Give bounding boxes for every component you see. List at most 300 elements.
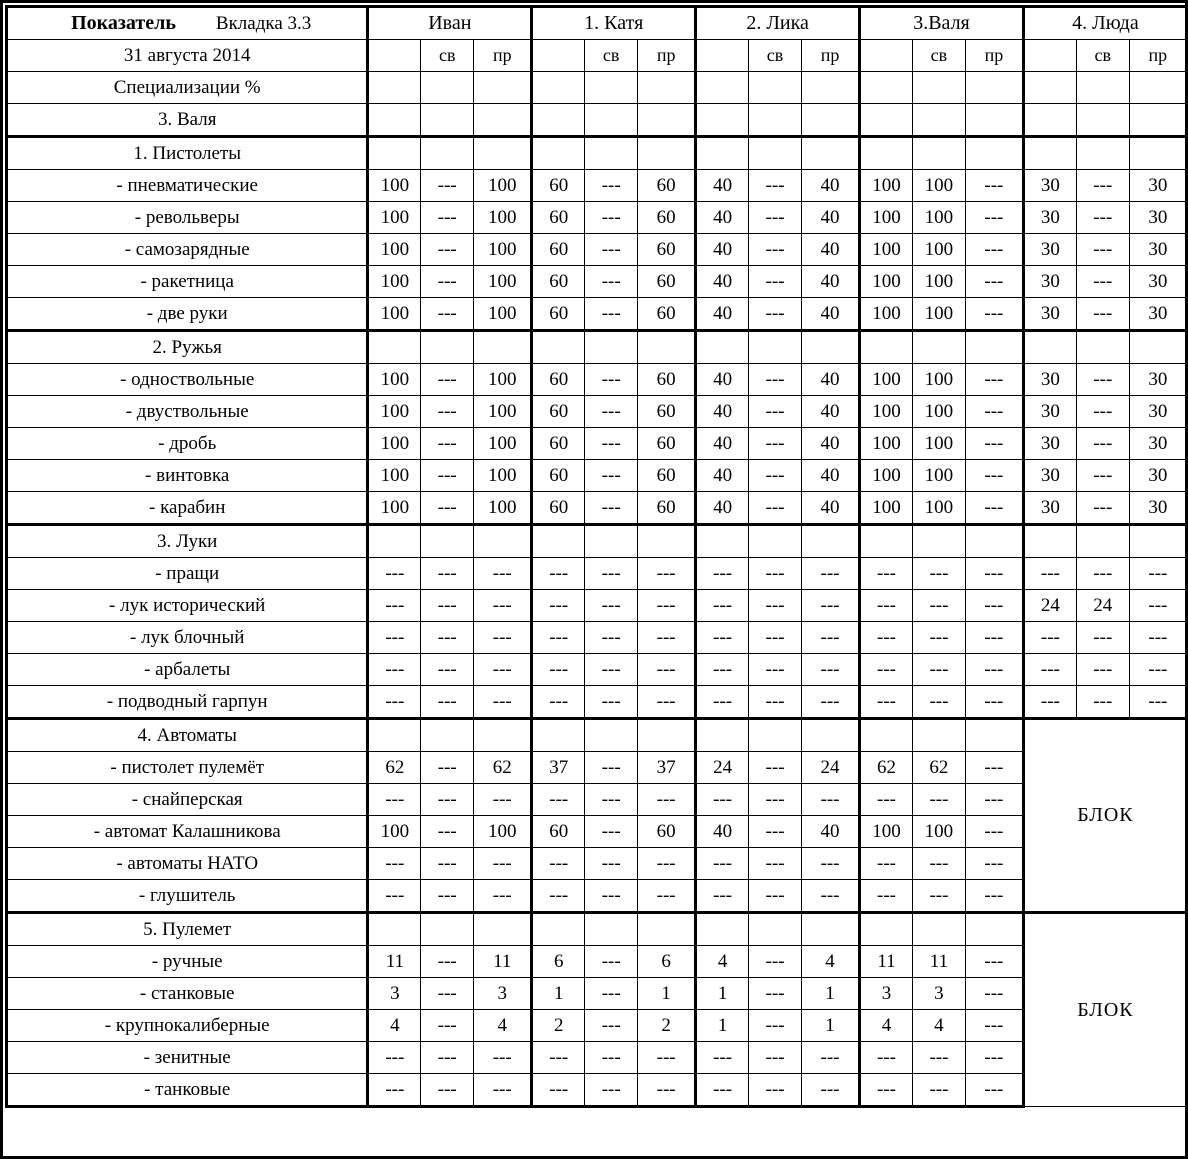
- data-cell[interactable]: ---: [912, 686, 965, 719]
- data-cell[interactable]: ---: [912, 784, 965, 816]
- group-empty-4-2[interactable]: [912, 331, 965, 364]
- group-empty-2-2[interactable]: [585, 719, 638, 752]
- group-empty-3-2[interactable]: [749, 137, 802, 170]
- data-cell[interactable]: 40: [802, 266, 860, 298]
- data-cell[interactable]: 100: [912, 816, 965, 848]
- data-cell[interactable]: 40: [802, 816, 860, 848]
- data-cell[interactable]: 100: [474, 364, 532, 396]
- data-cell[interactable]: ---: [749, 816, 802, 848]
- data-cell[interactable]: ---: [696, 784, 749, 816]
- group-empty-1-2[interactable]: [421, 913, 474, 946]
- group-empty-2-1[interactable]: [532, 913, 585, 946]
- data-cell[interactable]: 2: [638, 1010, 696, 1042]
- data-cell[interactable]: 100: [368, 492, 421, 525]
- data-cell[interactable]: 24: [696, 752, 749, 784]
- spec-empty-3-3[interactable]: [802, 72, 860, 104]
- group-empty-5-3[interactable]: [1129, 331, 1187, 364]
- data-cell[interactable]: ---: [965, 460, 1023, 492]
- data-cell[interactable]: 40: [802, 428, 860, 460]
- data-cell[interactable]: 100: [474, 460, 532, 492]
- data-cell[interactable]: 30: [1129, 396, 1187, 428]
- data-cell[interactable]: 100: [860, 816, 913, 848]
- spec-empty-1-1[interactable]: [368, 72, 421, 104]
- data-cell[interactable]: ---: [912, 848, 965, 880]
- spec-empty-1-2[interactable]: [421, 72, 474, 104]
- data-cell[interactable]: ---: [532, 880, 585, 913]
- data-cell[interactable]: 40: [802, 170, 860, 202]
- data-cell[interactable]: ---: [585, 170, 638, 202]
- active-empty-5-1[interactable]: [1023, 104, 1076, 137]
- data-cell[interactable]: 3: [860, 978, 913, 1010]
- data-cell[interactable]: ---: [749, 396, 802, 428]
- data-cell[interactable]: ---: [421, 202, 474, 234]
- data-cell[interactable]: ---: [860, 558, 913, 590]
- data-cell[interactable]: 60: [638, 396, 696, 428]
- group-empty-1-3[interactable]: [474, 137, 532, 170]
- data-cell[interactable]: ---: [965, 978, 1023, 1010]
- data-cell[interactable]: ---: [585, 492, 638, 525]
- data-cell[interactable]: ---: [585, 266, 638, 298]
- group-empty-4-3[interactable]: [965, 913, 1023, 946]
- group-empty-3-1[interactable]: [696, 719, 749, 752]
- data-cell[interactable]: 100: [474, 202, 532, 234]
- data-cell[interactable]: 24: [802, 752, 860, 784]
- data-cell[interactable]: 1: [696, 1010, 749, 1042]
- data-cell[interactable]: ---: [749, 170, 802, 202]
- data-cell[interactable]: ---: [585, 460, 638, 492]
- data-cell[interactable]: 30: [1023, 428, 1076, 460]
- data-cell[interactable]: 100: [368, 234, 421, 266]
- header-sub-3-3[interactable]: пр: [802, 40, 860, 72]
- data-cell[interactable]: 11: [860, 946, 913, 978]
- group-empty-4-1[interactable]: [860, 913, 913, 946]
- group-empty-5-2[interactable]: [1076, 525, 1129, 558]
- data-cell[interactable]: ---: [749, 880, 802, 913]
- data-cell[interactable]: 30: [1023, 298, 1076, 331]
- group-empty-4-3[interactable]: [965, 137, 1023, 170]
- group-empty-3-3[interactable]: [802, 719, 860, 752]
- data-cell[interactable]: 100: [474, 816, 532, 848]
- data-cell[interactable]: 3: [474, 978, 532, 1010]
- data-cell[interactable]: ---: [474, 622, 532, 654]
- data-cell[interactable]: 100: [860, 266, 913, 298]
- data-cell[interactable]: ---: [749, 848, 802, 880]
- spec-empty-2-2[interactable]: [585, 72, 638, 104]
- data-cell[interactable]: ---: [749, 1010, 802, 1042]
- data-cell[interactable]: 40: [696, 234, 749, 266]
- data-cell[interactable]: ---: [749, 266, 802, 298]
- data-cell[interactable]: ---: [1076, 298, 1129, 331]
- data-cell[interactable]: 100: [912, 170, 965, 202]
- group-empty-2-3[interactable]: [638, 719, 696, 752]
- group-empty-3-3[interactable]: [802, 525, 860, 558]
- data-cell[interactable]: 30: [1129, 170, 1187, 202]
- data-cell[interactable]: ---: [474, 784, 532, 816]
- data-cell[interactable]: ---: [421, 654, 474, 686]
- group-empty-5-2[interactable]: [1076, 137, 1129, 170]
- data-cell[interactable]: ---: [1076, 266, 1129, 298]
- group-empty-5-1[interactable]: [1023, 331, 1076, 364]
- data-cell[interactable]: 60: [638, 492, 696, 525]
- group-empty-1-1[interactable]: [368, 913, 421, 946]
- data-cell[interactable]: ---: [965, 752, 1023, 784]
- active-empty-4-1[interactable]: [860, 104, 913, 137]
- header-sub-4-1[interactable]: [860, 40, 913, 72]
- data-cell[interactable]: 100: [474, 234, 532, 266]
- data-cell[interactable]: ---: [965, 266, 1023, 298]
- data-cell[interactable]: ---: [802, 1042, 860, 1074]
- data-cell[interactable]: ---: [860, 590, 913, 622]
- group-empty-1-3[interactable]: [474, 525, 532, 558]
- data-cell[interactable]: ---: [860, 622, 913, 654]
- data-cell[interactable]: ---: [421, 428, 474, 460]
- data-cell[interactable]: ---: [860, 880, 913, 913]
- data-cell[interactable]: ---: [749, 1074, 802, 1107]
- data-cell[interactable]: ---: [585, 1074, 638, 1107]
- data-cell[interactable]: 100: [368, 364, 421, 396]
- data-cell[interactable]: ---: [638, 558, 696, 590]
- header-sub-4-3[interactable]: пр: [965, 40, 1023, 72]
- data-cell[interactable]: 60: [638, 364, 696, 396]
- data-cell[interactable]: ---: [860, 784, 913, 816]
- data-cell[interactable]: ---: [860, 1042, 913, 1074]
- data-cell[interactable]: 60: [638, 170, 696, 202]
- data-cell[interactable]: 100: [368, 298, 421, 331]
- block-cell[interactable]: БЛОК: [1023, 719, 1187, 913]
- data-cell[interactable]: ---: [1023, 654, 1076, 686]
- data-cell[interactable]: 30: [1023, 170, 1076, 202]
- data-cell[interactable]: ---: [965, 234, 1023, 266]
- data-cell[interactable]: 37: [532, 752, 585, 784]
- data-cell[interactable]: 60: [532, 298, 585, 331]
- header-sub-2-1[interactable]: [532, 40, 585, 72]
- spec-empty-4-2[interactable]: [912, 72, 965, 104]
- data-cell[interactable]: ---: [585, 622, 638, 654]
- active-empty-1-1[interactable]: [368, 104, 421, 137]
- data-cell[interactable]: 100: [912, 428, 965, 460]
- data-cell[interactable]: ---: [532, 848, 585, 880]
- data-cell[interactable]: ---: [749, 784, 802, 816]
- data-cell[interactable]: 100: [368, 202, 421, 234]
- data-cell[interactable]: 11: [912, 946, 965, 978]
- data-cell[interactable]: 60: [638, 428, 696, 460]
- header-person-5[interactable]: 4. Люда: [1023, 7, 1187, 40]
- data-cell[interactable]: 62: [474, 752, 532, 784]
- data-cell[interactable]: ---: [585, 234, 638, 266]
- data-cell[interactable]: 60: [638, 266, 696, 298]
- group-empty-3-1[interactable]: [696, 331, 749, 364]
- group-empty-4-1[interactable]: [860, 331, 913, 364]
- group-empty-3-1[interactable]: [696, 525, 749, 558]
- header-sub-3-1[interactable]: [696, 40, 749, 72]
- data-cell[interactable]: ---: [696, 1074, 749, 1107]
- data-cell[interactable]: ---: [749, 234, 802, 266]
- group-empty-1-2[interactable]: [421, 331, 474, 364]
- data-cell[interactable]: ---: [638, 784, 696, 816]
- header-person-1[interactable]: Иван: [368, 7, 532, 40]
- data-cell[interactable]: ---: [965, 1042, 1023, 1074]
- data-cell[interactable]: 100: [474, 298, 532, 331]
- data-cell[interactable]: ---: [532, 590, 585, 622]
- data-cell[interactable]: 62: [368, 752, 421, 784]
- active-empty-3-1[interactable]: [696, 104, 749, 137]
- data-cell[interactable]: ---: [1076, 364, 1129, 396]
- group-empty-2-3[interactable]: [638, 137, 696, 170]
- data-cell[interactable]: ---: [912, 1074, 965, 1107]
- data-cell[interactable]: ---: [421, 752, 474, 784]
- group-empty-1-2[interactable]: [421, 525, 474, 558]
- data-cell[interactable]: ---: [965, 1074, 1023, 1107]
- data-cell[interactable]: ---: [749, 298, 802, 331]
- data-cell[interactable]: ---: [749, 686, 802, 719]
- data-cell[interactable]: 3: [368, 978, 421, 1010]
- data-cell[interactable]: ---: [421, 622, 474, 654]
- data-cell[interactable]: 60: [532, 428, 585, 460]
- data-cell[interactable]: ---: [1076, 202, 1129, 234]
- data-cell[interactable]: ---: [696, 880, 749, 913]
- data-cell[interactable]: ---: [585, 978, 638, 1010]
- group-empty-5-3[interactable]: [1129, 525, 1187, 558]
- data-cell[interactable]: ---: [585, 590, 638, 622]
- data-cell[interactable]: ---: [474, 848, 532, 880]
- spec-empty-5-2[interactable]: [1076, 72, 1129, 104]
- data-cell[interactable]: 100: [912, 396, 965, 428]
- data-cell[interactable]: ---: [421, 978, 474, 1010]
- data-cell[interactable]: ---: [802, 686, 860, 719]
- data-cell[interactable]: ---: [749, 946, 802, 978]
- header-sub-5-2[interactable]: св: [1076, 40, 1129, 72]
- data-cell[interactable]: ---: [421, 266, 474, 298]
- active-empty-2-3[interactable]: [638, 104, 696, 137]
- data-cell[interactable]: ---: [368, 1042, 421, 1074]
- active-empty-5-2[interactable]: [1076, 104, 1129, 137]
- header-sub-2-3[interactable]: пр: [638, 40, 696, 72]
- data-cell[interactable]: ---: [749, 622, 802, 654]
- data-cell[interactable]: 3: [912, 978, 965, 1010]
- group-empty-2-3[interactable]: [638, 525, 696, 558]
- group-empty-2-2[interactable]: [585, 331, 638, 364]
- header-person-3[interactable]: 2. Лика: [696, 7, 860, 40]
- data-cell[interactable]: ---: [474, 590, 532, 622]
- header-person-4[interactable]: 3.Валя: [860, 7, 1024, 40]
- group-empty-2-3[interactable]: [638, 913, 696, 946]
- data-cell[interactable]: 60: [532, 202, 585, 234]
- data-cell[interactable]: ---: [368, 880, 421, 913]
- spec-empty-1-3[interactable]: [474, 72, 532, 104]
- data-cell[interactable]: ---: [585, 298, 638, 331]
- data-cell[interactable]: ---: [368, 654, 421, 686]
- data-cell[interactable]: 100: [912, 234, 965, 266]
- data-cell[interactable]: 30: [1023, 396, 1076, 428]
- group-empty-4-1[interactable]: [860, 719, 913, 752]
- group-empty-2-3[interactable]: [638, 331, 696, 364]
- header-sub-1-1[interactable]: [368, 40, 421, 72]
- data-cell[interactable]: ---: [965, 686, 1023, 719]
- data-cell[interactable]: ---: [368, 848, 421, 880]
- data-cell[interactable]: ---: [585, 654, 638, 686]
- data-cell[interactable]: ---: [749, 364, 802, 396]
- data-cell[interactable]: 40: [696, 816, 749, 848]
- header-sub-1-2[interactable]: св: [421, 40, 474, 72]
- group-empty-3-1[interactable]: [696, 137, 749, 170]
- spec-empty-5-1[interactable]: [1023, 72, 1076, 104]
- data-cell[interactable]: ---: [965, 492, 1023, 525]
- data-cell[interactable]: ---: [532, 654, 585, 686]
- group-empty-1-2[interactable]: [421, 719, 474, 752]
- data-cell[interactable]: ---: [1076, 686, 1129, 719]
- group-empty-3-1[interactable]: [696, 913, 749, 946]
- data-cell[interactable]: ---: [860, 686, 913, 719]
- data-cell[interactable]: 100: [368, 266, 421, 298]
- data-cell[interactable]: ---: [1023, 686, 1076, 719]
- group-empty-4-2[interactable]: [912, 525, 965, 558]
- data-cell[interactable]: 62: [860, 752, 913, 784]
- data-cell[interactable]: 100: [368, 816, 421, 848]
- data-cell[interactable]: ---: [585, 686, 638, 719]
- header-person-2[interactable]: 1. Катя: [532, 7, 696, 40]
- data-cell[interactable]: 30: [1129, 202, 1187, 234]
- data-cell[interactable]: ---: [965, 816, 1023, 848]
- data-cell[interactable]: ---: [421, 460, 474, 492]
- data-cell[interactable]: ---: [802, 654, 860, 686]
- data-cell[interactable]: ---: [912, 880, 965, 913]
- data-cell[interactable]: 60: [638, 234, 696, 266]
- data-cell[interactable]: ---: [749, 428, 802, 460]
- data-cell[interactable]: ---: [1076, 492, 1129, 525]
- data-cell[interactable]: 40: [802, 298, 860, 331]
- spec-empty-3-1[interactable]: [696, 72, 749, 104]
- data-cell[interactable]: 40: [802, 492, 860, 525]
- data-cell[interactable]: ---: [585, 1010, 638, 1042]
- group-empty-3-2[interactable]: [749, 331, 802, 364]
- data-cell[interactable]: 100: [860, 202, 913, 234]
- spec-empty-2-3[interactable]: [638, 72, 696, 104]
- data-cell[interactable]: 40: [696, 492, 749, 525]
- data-cell[interactable]: ---: [368, 784, 421, 816]
- data-cell[interactable]: ---: [421, 492, 474, 525]
- data-cell[interactable]: ---: [965, 784, 1023, 816]
- data-cell[interactable]: ---: [1129, 590, 1187, 622]
- data-cell[interactable]: ---: [421, 1042, 474, 1074]
- data-cell[interactable]: 100: [912, 298, 965, 331]
- group-empty-3-3[interactable]: [802, 331, 860, 364]
- data-cell[interactable]: 4: [860, 1010, 913, 1042]
- data-cell[interactable]: ---: [585, 946, 638, 978]
- data-cell[interactable]: ---: [912, 622, 965, 654]
- data-cell[interactable]: ---: [421, 1074, 474, 1107]
- data-cell[interactable]: 100: [912, 364, 965, 396]
- data-cell[interactable]: 60: [532, 266, 585, 298]
- data-cell[interactable]: ---: [965, 1010, 1023, 1042]
- data-cell[interactable]: ---: [585, 1042, 638, 1074]
- data-cell[interactable]: ---: [638, 654, 696, 686]
- data-cell[interactable]: 62: [912, 752, 965, 784]
- data-cell[interactable]: ---: [1023, 558, 1076, 590]
- active-empty-4-2[interactable]: [912, 104, 965, 137]
- data-cell[interactable]: ---: [1076, 170, 1129, 202]
- group-empty-4-1[interactable]: [860, 137, 913, 170]
- data-cell[interactable]: ---: [474, 880, 532, 913]
- group-empty-1-1[interactable]: [368, 137, 421, 170]
- data-cell[interactable]: 40: [696, 298, 749, 331]
- data-cell[interactable]: 40: [696, 202, 749, 234]
- data-cell[interactable]: 40: [696, 364, 749, 396]
- group-empty-1-3[interactable]: [474, 331, 532, 364]
- data-cell[interactable]: ---: [965, 298, 1023, 331]
- data-cell[interactable]: ---: [965, 946, 1023, 978]
- data-cell[interactable]: 1: [532, 978, 585, 1010]
- data-cell[interactable]: 60: [532, 492, 585, 525]
- data-cell[interactable]: ---: [474, 558, 532, 590]
- data-cell[interactable]: ---: [749, 460, 802, 492]
- data-cell[interactable]: ---: [912, 1042, 965, 1074]
- group-empty-1-2[interactable]: [421, 137, 474, 170]
- group-empty-4-3[interactable]: [965, 331, 1023, 364]
- data-cell[interactable]: ---: [1076, 396, 1129, 428]
- data-cell[interactable]: 40: [802, 364, 860, 396]
- data-cell[interactable]: 4: [474, 1010, 532, 1042]
- data-cell[interactable]: 60: [532, 396, 585, 428]
- group-empty-2-2[interactable]: [585, 137, 638, 170]
- data-cell[interactable]: ---: [638, 848, 696, 880]
- data-cell[interactable]: ---: [421, 848, 474, 880]
- group-empty-4-3[interactable]: [965, 525, 1023, 558]
- data-cell[interactable]: ---: [965, 396, 1023, 428]
- data-cell[interactable]: ---: [474, 654, 532, 686]
- active-empty-3-2[interactable]: [749, 104, 802, 137]
- data-cell[interactable]: ---: [421, 234, 474, 266]
- data-cell[interactable]: ---: [912, 590, 965, 622]
- data-cell[interactable]: 4: [696, 946, 749, 978]
- data-cell[interactable]: ---: [421, 686, 474, 719]
- data-cell[interactable]: ---: [912, 558, 965, 590]
- data-cell[interactable]: 100: [368, 396, 421, 428]
- data-cell[interactable]: ---: [421, 364, 474, 396]
- data-cell[interactable]: 40: [802, 396, 860, 428]
- data-cell[interactable]: ---: [860, 654, 913, 686]
- data-cell[interactable]: 2: [532, 1010, 585, 1042]
- data-cell[interactable]: ---: [860, 848, 913, 880]
- data-cell[interactable]: 60: [638, 460, 696, 492]
- group-empty-1-3[interactable]: [474, 719, 532, 752]
- data-cell[interactable]: 4: [912, 1010, 965, 1042]
- data-cell[interactable]: ---: [585, 558, 638, 590]
- header-sub-1-3[interactable]: пр: [474, 40, 532, 72]
- data-cell[interactable]: ---: [696, 654, 749, 686]
- data-cell[interactable]: 100: [912, 202, 965, 234]
- data-cell[interactable]: 30: [1023, 202, 1076, 234]
- data-cell[interactable]: ---: [638, 590, 696, 622]
- active-empty-1-3[interactable]: [474, 104, 532, 137]
- spec-empty-5-3[interactable]: [1129, 72, 1187, 104]
- data-cell[interactable]: ---: [696, 848, 749, 880]
- data-cell[interactable]: 30: [1023, 266, 1076, 298]
- data-cell[interactable]: ---: [749, 978, 802, 1010]
- data-cell[interactable]: ---: [802, 558, 860, 590]
- data-cell[interactable]: 1: [802, 978, 860, 1010]
- spec-empty-2-1[interactable]: [532, 72, 585, 104]
- data-cell[interactable]: 30: [1129, 364, 1187, 396]
- data-cell[interactable]: ---: [749, 558, 802, 590]
- group-empty-2-2[interactable]: [585, 525, 638, 558]
- group-empty-1-1[interactable]: [368, 719, 421, 752]
- data-cell[interactable]: ---: [1076, 654, 1129, 686]
- data-cell[interactable]: ---: [965, 364, 1023, 396]
- data-cell[interactable]: 100: [860, 492, 913, 525]
- spec-empty-3-2[interactable]: [749, 72, 802, 104]
- group-empty-3-3[interactable]: [802, 137, 860, 170]
- data-cell[interactable]: ---: [474, 1074, 532, 1107]
